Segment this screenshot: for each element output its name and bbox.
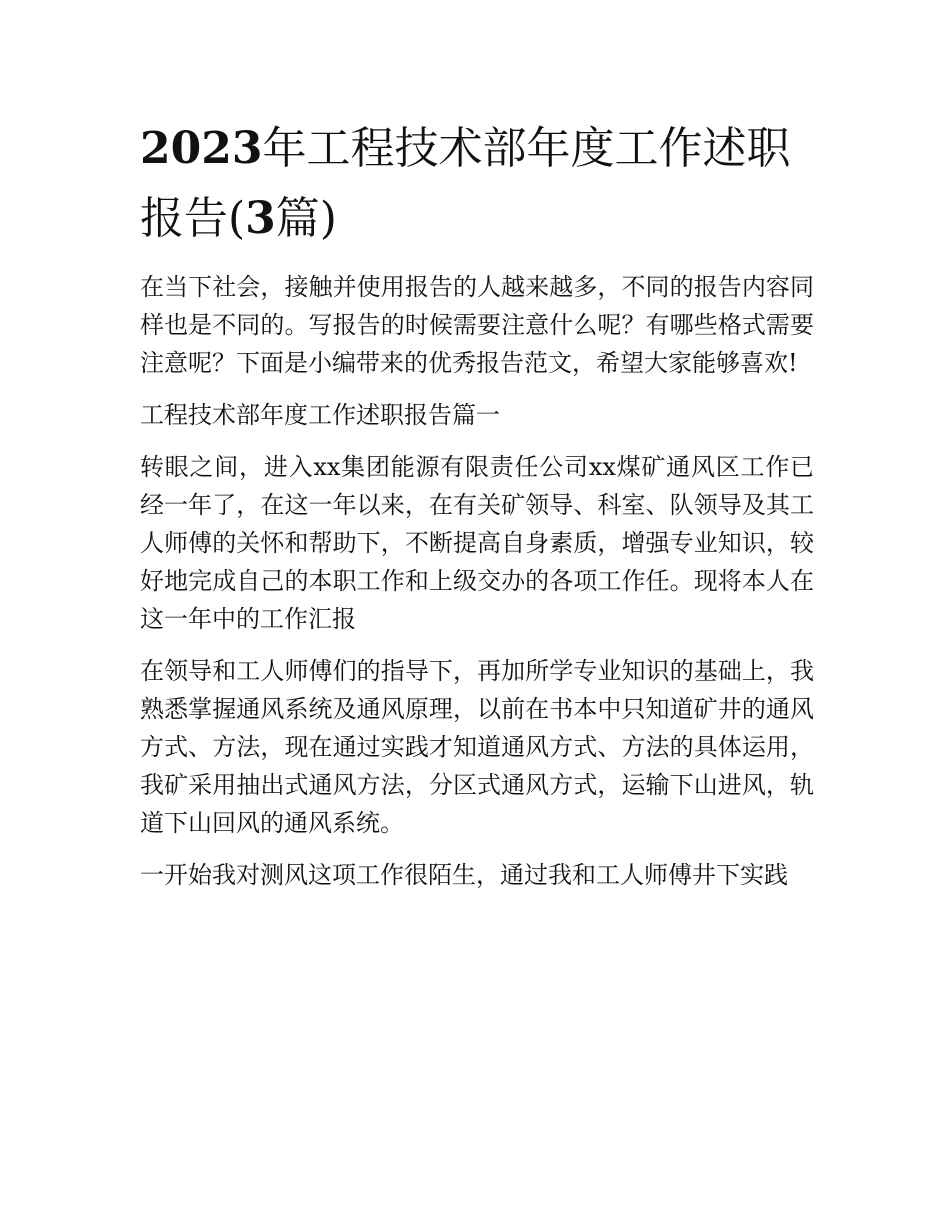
- document-content: [140, 114, 814, 908]
- title-year: 2023: [140, 123, 263, 174]
- body-paragraph: 转眼之间，进入xx集团能源有限责任公司xx煤矿通风区工作已经一年了，在这一年以来，在有关矿领导、科室、队领导及其工人师傅的关怀和帮助下，不断提高自身素质，增强专业知识，较好地完成自己的本职工作和上级交办的各项工作任。现将本人在这一年中的工作汇报: [140, 453, 814, 633]
- body-paragraph: 一开始我对测风这项工作很陌生，通过我和工人师傅井下实践: [140, 861, 788, 889]
- document-title: [140, 114, 814, 254]
- title-text: 年工程技术部年度工作述职报告(: [140, 123, 791, 244]
- title-suffix: 篇): [275, 193, 337, 244]
- intro-paragraph: 在当下社会，接触并使用报告的人越来越多，不同的报告内容同样也是不同的。写报告的时候需要注意什么呢？有哪些格式需要注意呢？下面是小编带来的优秀报告范文，希望大家能够喜欢!: [140, 273, 814, 377]
- section-heading: 工程技术部年度工作述职报告篇一: [140, 401, 500, 429]
- body-paragraph: 在领导和工人师傅们的指导下，再加所学专业知识的基础上，我熟悉掌握通风系统及通风原理，以前在书本中只知道矿井的通风方式、方法，现在通过实践才知道通风方式、方法的具体运用，我矿采用抽出式通风方法，分区式通风方式，运输下山进风，轨道下山回风的通风系统。: [140, 657, 814, 837]
- title-count: 3: [245, 193, 276, 244]
